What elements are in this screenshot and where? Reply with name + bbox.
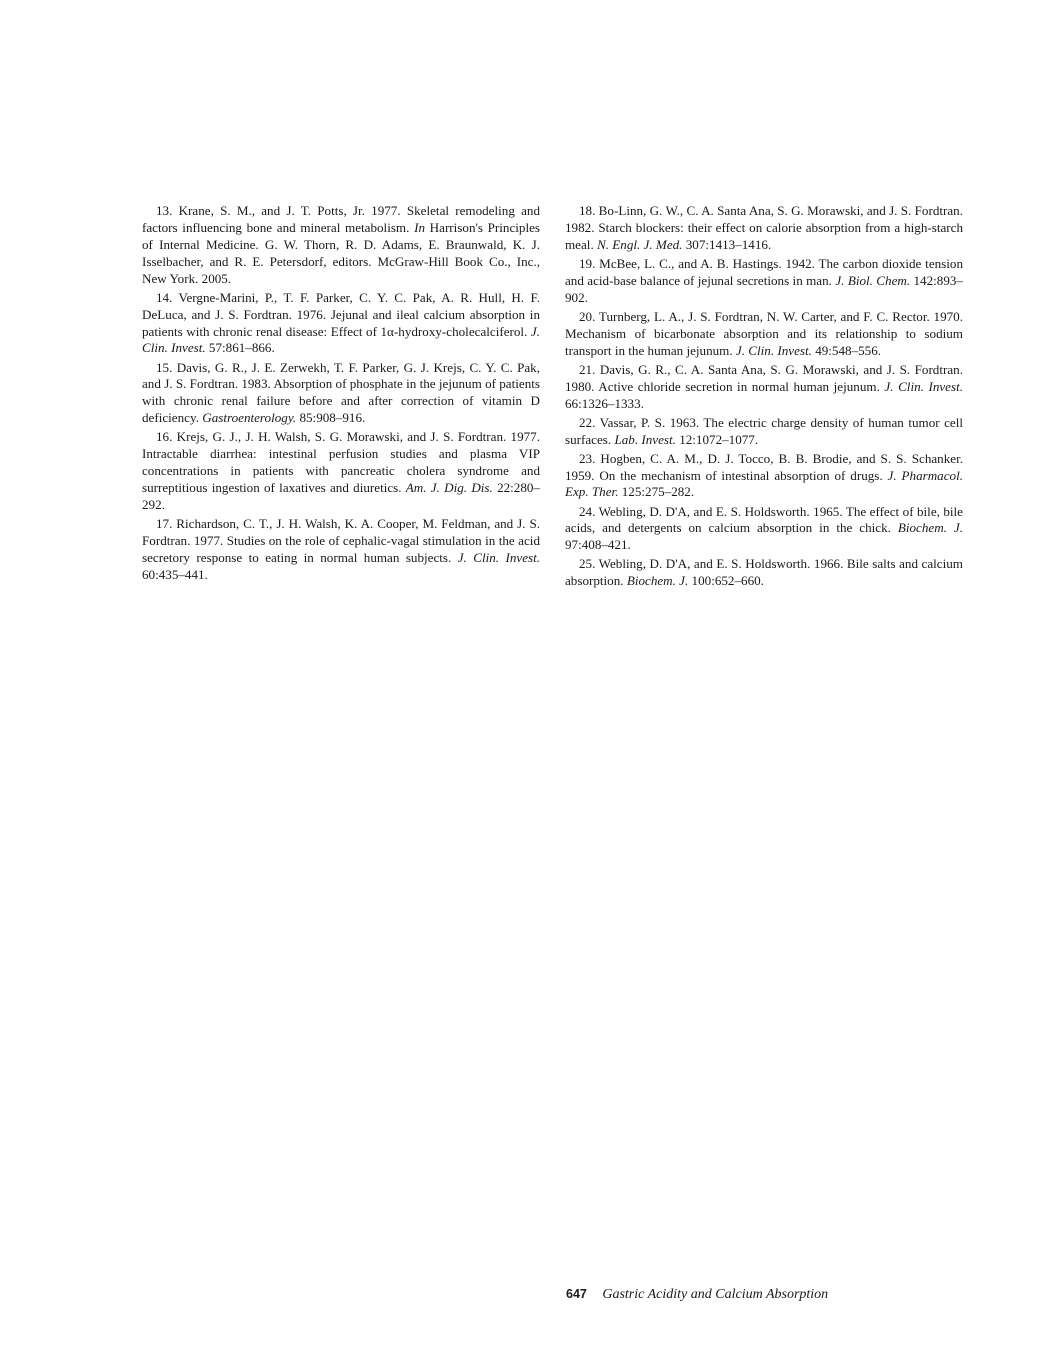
page-footer — [566, 1287, 828, 1303]
page-number: 647 — [566, 1287, 587, 1301]
running-title: Gastric Acidity and Calcium Absorption — [602, 1287, 829, 1302]
reference-item: 15. Davis, G. R., J. E. Zerwekh, T. F. Parker, G. J. Krejs, C. Y. C. Pak, and J. S. Fordtran. 1983. Absorption of phosphate in the jejunum of patients with chronic renal failure before and after correction of vitamin D deficiency. Gastroenterology. 85:908–916. — [142, 359, 540, 426]
reference-column-left — [142, 203, 540, 586]
reference-item: 16. Krejs, G. J., J. H. Walsh, S. G. Morawski, and J. S. Fordtran. 1977. Intractable diarrhea: intestinal perfusion studies and plasma VIP concentrations in patients with pancreatic cholera syndrome and surreptitious ingestion of laxatives and diuretics. Am. J. Dig. Dis. 22:280–292. — [142, 429, 540, 512]
reference-item: 17. Richardson, C. T., J. H. Walsh, K. A. Cooper, M. Feldman, and J. S. Fordtran. 1977. Studies on the role of cephalic-vagal stimulation in the acid secretory response to eating in normal human subjects. J. Clin. Invest. 60:435–441. — [142, 516, 541, 582]
reference-item: 21. Davis, G. R., C. A. Santa Ana, S. G. Morawski, and J. S. Fordtran. 1980. Active chloride secretion in normal human jejunum. J. Clin. Invest. 66:1326–1333. — [565, 361, 964, 411]
reference-item: 25. Webling, D. D'A, and E. S. Holdsworth. 1966. Bile salts and calcium absorption. Biochem. J. 100:652–660. — [565, 556, 963, 589]
reference-item: 22. Vassar, P. S. 1963. The electric charge density of human tumor cell surfaces. Lab. Invest. 12:1072–1077. — [565, 414, 963, 447]
reference-item: 13. Krane, S. M., and J. T. Potts, Jr. 1977. Skeletal remodeling and factors influencing bone and mineral metabolism. In Harrison's Principles of Internal Medicine. G. W. Thorn, R. D. Adams, E. Braunwald, K. J. Isselbacher, and R. E. Petersdorf, editors. McGraw-Hill Book Co., Inc., New York. 2005. — [142, 203, 541, 286]
reference-item: 18. Bo-Linn, G. W., C. A. Santa Ana, S. G. Morawski, and J. S. Fordtran. 1982. Starch blockers: their effect on calorie absorption from a high-starch meal. N. Engl. J. Med. 307:1413–1416. — [565, 203, 963, 252]
reference-column-right — [565, 203, 963, 592]
reference-item: 24. Webling, D. D'A, and E. S. Holdsworth. 1965. The effect of bile, bile acids, and detergents on calcium absorption in the chick. Biochem. J. 97:408–421. — [565, 503, 963, 553]
reference-item: 20. Turnberg, L. A., J. S. Fordtran, N. W. Carter, and F. C. Rector. 1970. Mechanism of bicarbonate absorption and its relationship to sodium transport in the human jejunum. J. Clin. Invest. 49:548–556. — [565, 308, 963, 358]
reference-item: 14. Vergne-Marini, P., T. F. Parker, C. Y. C. Pak, A. R. Hull, H. F. DeLuca, and J. S. Fordtran. 1976. Jejunal and ileal calcium absorption in patients with chronic renal disease: Effect of 1α-hydroxy-cholecalciferol. J. Clin. Invest. 57:861–866. — [142, 289, 540, 356]
reference-item: 23. Hogben, C. A. M., D. J. Tocco, B. B. Brodie, and S. S. Schanker. 1959. On the mechanism of intestinal absorption of drugs. J. Pharmacol. Exp. Ther. 125:275–282. — [565, 450, 963, 500]
reference-item: 19. McBee, L. C., and A. B. Hastings. 1942. The carbon dioxide tension and acid-base balance of jejunal secretions in man. J. Biol. Chem. 142:893–902. — [565, 255, 963, 305]
